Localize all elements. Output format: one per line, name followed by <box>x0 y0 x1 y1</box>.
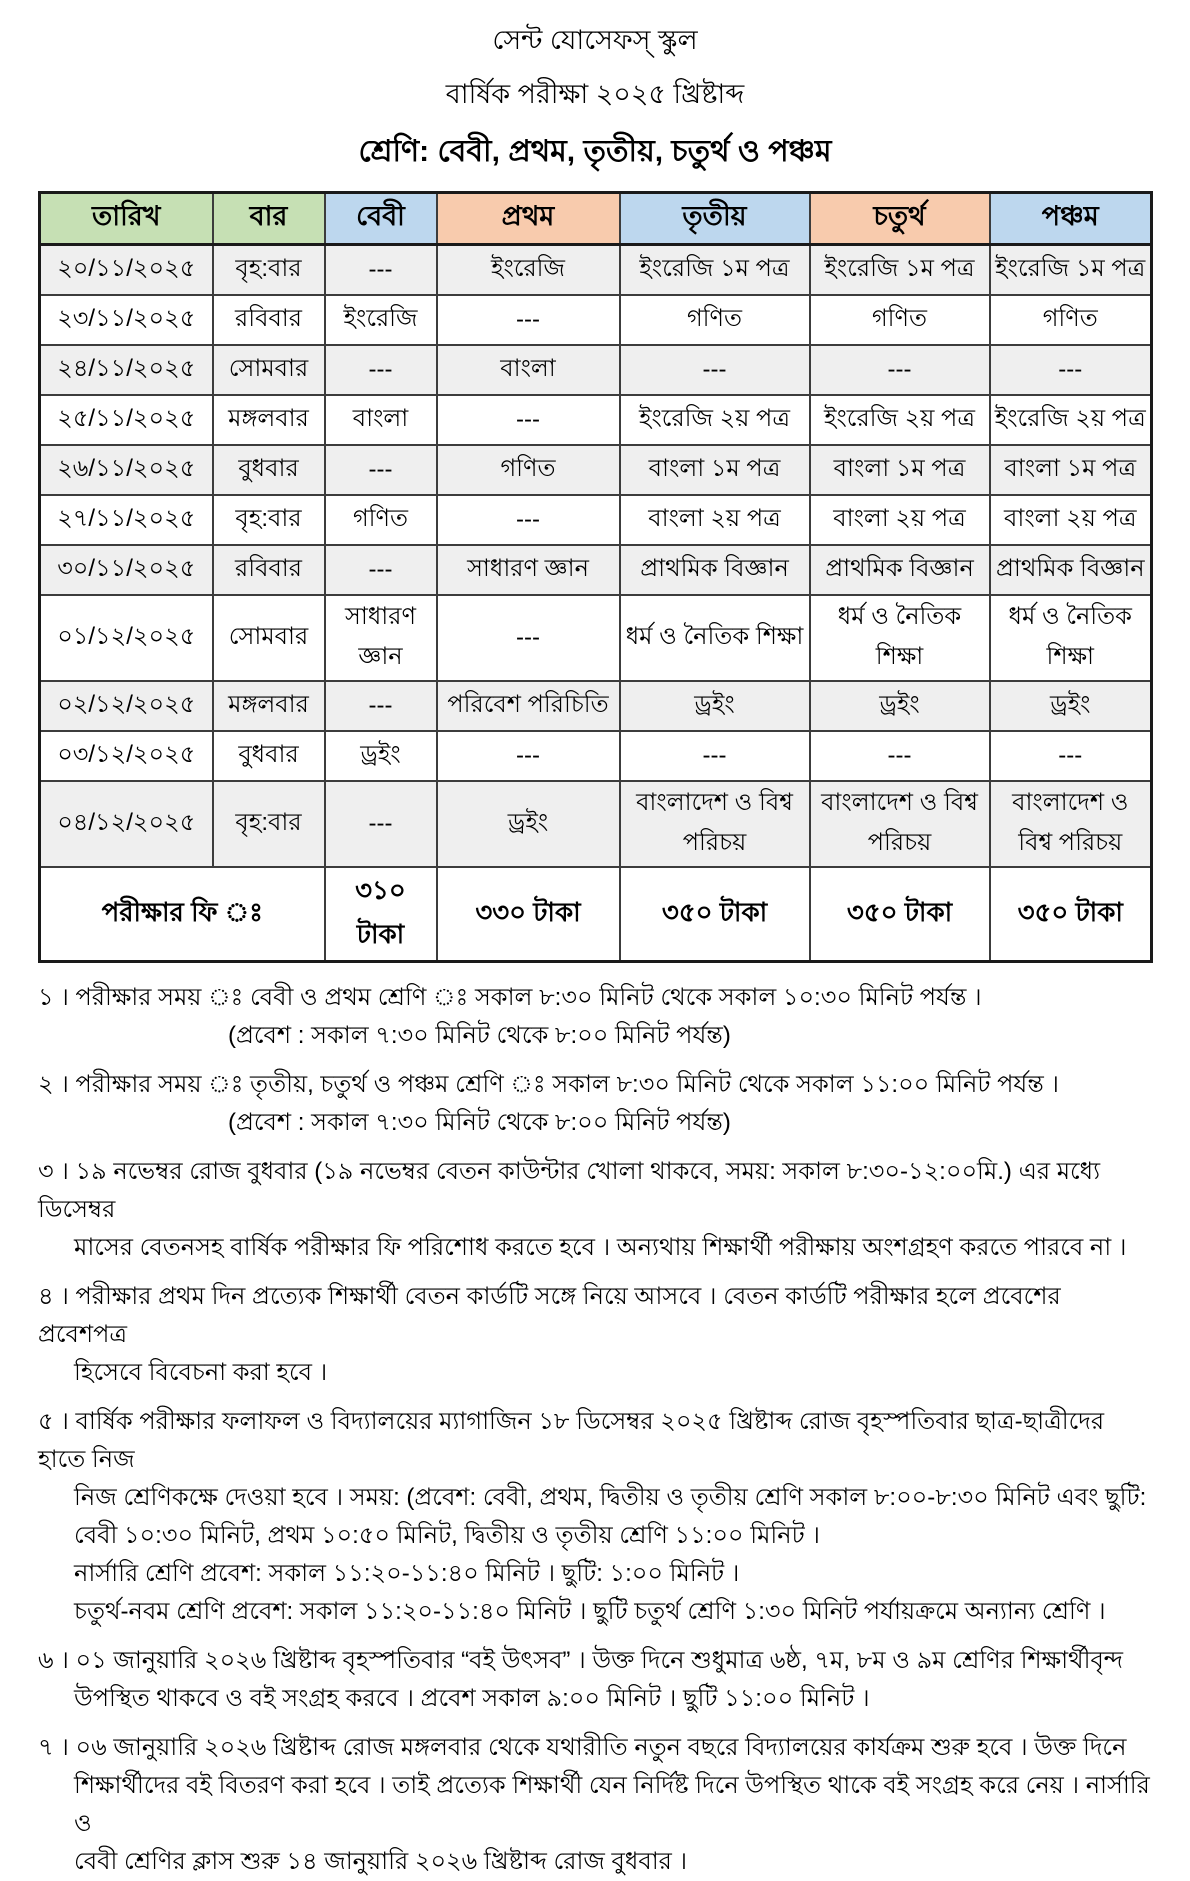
schedule-row <box>40 445 1152 495</box>
subject-cell-first: ইংরেজি <box>437 245 620 295</box>
note-4 <box>38 1278 1152 1392</box>
subject-cell-fourth: বাংলা ২য় পত্র <box>810 495 990 545</box>
exam-title: বার্ষিক পরীক্ষা ২০২৫ খ্রিষ্টাব্দ <box>445 79 745 109</box>
subject-cell-third: বাংলা ১ম পত্র <box>620 445 810 495</box>
schedule-row <box>40 395 1152 445</box>
date-cell: ২৪/১১/২০২৫ <box>40 345 213 395</box>
day-cell: রবিবার <box>213 545 325 595</box>
note-line: ৭ । ০৬ জানুয়ারি ২০২৬ খ্রিষ্টাব্দ রোজ মঙ্গলবার থেকে যথারীতি নতুন বছরে বিদ্যালয়ের কার্যক্রম শুরু হবে । উক্ত দিনে <box>38 1733 1127 1761</box>
column-header-baby: বেবী <box>325 193 437 245</box>
note-line: বেবী ১০:৩০ মিনিট, প্রথম ১০:৫০ মিনিট, দ্বিতীয় ও তৃতীয় শ্রেণি ১১:০০ মিনিট । <box>74 1521 820 1549</box>
date-cell: ২৫/১১/২০২৫ <box>40 395 213 445</box>
subject-cell-baby: ইংরেজি <box>325 295 437 345</box>
subject-cell-fourth: গণিত <box>810 295 990 345</box>
note-7 <box>38 1729 1152 1881</box>
subject-cell-fourth: বাংলাদেশ ও বিশ্ব পরিচয় <box>810 781 990 867</box>
note-line: (প্রবেশ : সকাল ৭:৩০ মিনিট থেকে ৮:০০ মিনিট পর্যন্ত) <box>228 1021 731 1049</box>
subject-cell-third: ধর্ম ও নৈতিক শিক্ষা <box>620 595 810 681</box>
schedule-row <box>40 345 1152 395</box>
subject-cell-fifth: প্রাথমিক বিজ্ঞান <box>990 545 1152 595</box>
subject-cell-fourth: ধর্ম ও নৈতিক শিক্ষা <box>810 595 990 681</box>
note-6 <box>38 1642 1152 1718</box>
fee-value-fourth: ৩৫০ টাকা <box>810 867 990 962</box>
day-cell: সোমবার <box>213 345 325 395</box>
schedule-row <box>40 245 1152 295</box>
subject-cell-first: গণিত <box>437 445 620 495</box>
subject-cell-fourth: ইংরেজি ১ম পত্র <box>810 245 990 295</box>
subject-cell-first: --- <box>437 731 620 781</box>
subject-cell-third: --- <box>620 731 810 781</box>
subject-cell-baby: --- <box>325 245 437 295</box>
day-cell: বৃহ:বার <box>213 495 325 545</box>
subject-cell-fifth: বাংলাদেশ ও বিশ্ব পরিচয় <box>990 781 1152 867</box>
day-cell: বুধবার <box>213 731 325 781</box>
note-3 <box>38 1153 1152 1267</box>
note-line: মাসের বেতনসহ বার্ষিক পরীক্ষার ফি পরিশোধ করতে হবে । অন্যথায় শিক্ষার্থী পরীক্ষায় অংশগ্রহণ করতে পারবে না । <box>74 1233 1127 1261</box>
subject-cell-first: --- <box>437 595 620 681</box>
note-1 <box>38 979 1152 1055</box>
subject-cell-fifth: গণিত <box>990 295 1152 345</box>
column-header-fourth: চতুর্থ <box>810 193 990 245</box>
date-cell: ০৪/১২/২০২৫ <box>40 781 213 867</box>
subject-cell-baby: --- <box>325 345 437 395</box>
subject-cell-third: --- <box>620 345 810 395</box>
note-line: নিজ শ্রেণিকক্ষে দেওয়া হবে । সময়: (প্রবেশ: বেবী, প্রথম, দ্বিতীয় ও তৃতীয় শ্রেণি সকাল ৮:০০-৮:৩০ মিনিট এবং ছুটি: <box>74 1483 1147 1511</box>
day-cell: বৃহ:বার <box>213 245 325 295</box>
note-line: ৬ । ০১ জানুয়ারি ২০২৬ খ্রিষ্টাব্দ বৃহস্পতিবার “বই উৎসব” । উক্ত দিনে শুধুমাত্র ৬ষ্ঠ, ৭ম, ৮ম ও ৯ম শ্রেণির শিক্ষার্থীবৃন্দ <box>38 1646 1124 1674</box>
subject-cell-third: ড্রইং <box>620 681 810 731</box>
subject-cell-fifth: --- <box>990 345 1152 395</box>
schedule-row <box>40 731 1152 781</box>
note-line: ৫ । বার্ষিক পরীক্ষার ফলাফল ও বিদ্যালয়ের ম্যাগাজিন ১৮ ডিসেম্বর ২০২৫ খ্রিষ্টাব্দ রোজ বৃহস্পতিবার ছাত্র-ছাত্রীদের হাতে নিজ <box>38 1407 1105 1473</box>
subject-cell-fourth: ইংরেজি ২য় পত্র <box>810 395 990 445</box>
subject-cell-third: গণিত <box>620 295 810 345</box>
fee-value-third: ৩৫০ টাকা <box>620 867 810 962</box>
date-cell: ২৭/১১/২০২৫ <box>40 495 213 545</box>
note-line: ৪ । পরীক্ষার প্রথম দিন প্রত্যেক শিক্ষার্থী বেতন কার্ডটি সঙ্গে নিয়ে আসবে । বেতন কার্ডটি পরীক্ষার হলে প্রবেশের প্রবেশপত্র <box>38 1282 1061 1348</box>
fee-label: পরীক্ষার ফি ঃ <box>40 867 325 962</box>
subject-cell-fifth: ইংরেজি ১ম পত্র <box>990 245 1152 295</box>
column-header-fifth: পঞ্চম <box>990 193 1152 245</box>
fee-value-fifth: ৩৫০ টাকা <box>990 867 1152 962</box>
subject-cell-first: পরিবেশ পরিচিতি <box>437 681 620 731</box>
subject-cell-baby: গণিত <box>325 495 437 545</box>
subject-cell-fifth: ড্রইং <box>990 681 1152 731</box>
column-header-third: তৃতীয় <box>620 193 810 245</box>
subject-cell-third: প্রাথমিক বিজ্ঞান <box>620 545 810 595</box>
fee-row <box>40 867 1152 962</box>
date-cell: ৩০/১১/২০২৫ <box>40 545 213 595</box>
subject-cell-baby: সাধারণ জ্ঞান <box>325 595 437 681</box>
subject-cell-baby: --- <box>325 545 437 595</box>
subject-cell-baby: ড্রইং <box>325 731 437 781</box>
subject-cell-first: --- <box>437 495 620 545</box>
table-header-row <box>40 193 1152 245</box>
date-cell: ২৬/১১/২০২৫ <box>40 445 213 495</box>
subject-cell-third: বাংলা ২য় পত্র <box>620 495 810 545</box>
school-name: সেন্ট যোসেফস্ স্কুল <box>492 25 698 55</box>
exam-schedule-table <box>38 191 1153 963</box>
fee-value-first: ৩৩০ টাকা <box>437 867 620 962</box>
subject-cell-fourth: প্রাথমিক বিজ্ঞান <box>810 545 990 595</box>
column-header-day: বার <box>213 193 325 245</box>
note-line: বেবী শ্রেণির ক্লাস শুরু ১৪ জানুয়ারি ২০২৬ খ্রিষ্টাব্দ রোজ বুধবার । <box>74 1847 688 1875</box>
day-cell: রবিবার <box>213 295 325 345</box>
subject-cell-third: ইংরেজি ২য় পত্র <box>620 395 810 445</box>
note-line: শিক্ষার্থীদের বই বিতরণ করা হবে । তাই প্রত্যেক শিক্ষার্থী যেন নির্দিষ্ট দিনে উপস্থিত থাকে বই সংগ্রহ করে নেয় । নার্সারি ও <box>74 1771 1150 1837</box>
subject-cell-fifth: --- <box>990 731 1152 781</box>
date-cell: ০১/১২/২০২৫ <box>40 595 213 681</box>
day-cell: বুধবার <box>213 445 325 495</box>
schedule-row <box>40 295 1152 345</box>
note-line: ২ । পরীক্ষার সময় ঃ তৃতীয়, চতুর্থ ও পঞ্চম শ্রেণি ঃ সকাল ৮:৩০ মিনিট থেকে সকাল ১১:০০ মিনিট পর্যন্ত । <box>38 1070 1059 1098</box>
subject-cell-first: বাংলা <box>437 345 620 395</box>
day-cell: বৃহ:বার <box>213 781 325 867</box>
subject-cell-baby: বাংলা <box>325 395 437 445</box>
subject-cell-fourth: ড্রইং <box>810 681 990 731</box>
subject-cell-fifth: ধর্ম ও নৈতিক শিক্ষা <box>990 595 1152 681</box>
notes-section <box>38 979 1152 1881</box>
date-cell: ২০/১১/২০২৫ <box>40 245 213 295</box>
note-line: চতুর্থ-নবম শ্রেণি প্রবেশ: সকাল ১১:২০-১১:৪০ মিনিট । ছুটি চতুর্থ শ্রেণি ১:৩০ মিনিট পর্যায়ক্রমে অন্যান্য শ্রেণি । <box>74 1597 1106 1625</box>
note-line: ১ । পরীক্ষার সময় ঃ বেবী ও প্রথম শ্রেণি ঃ সকাল ৮:৩০ মিনিট থেকে সকাল ১০:৩০ মিনিট পর্যন্ত । <box>38 983 982 1011</box>
column-header-first: প্রথম <box>437 193 620 245</box>
schedule-row <box>40 681 1152 731</box>
subject-cell-third: বাংলাদেশ ও বিশ্ব পরিচয় <box>620 781 810 867</box>
subject-cell-third: ইংরেজি ১ম পত্র <box>620 245 810 295</box>
note-line: ৩ । ১৯ নভেম্বর রোজ বুধবার (১৯ নভেম্বর বেতন কাউন্টার খোলা থাকবে, সময়: সকাল ৮:৩০-১২:০০মি.) এর মধ্যে ডিসেম্বর <box>38 1157 1101 1223</box>
day-cell: মঙ্গলবার <box>213 395 325 445</box>
subject-cell-fourth: বাংলা ১ম পত্র <box>810 445 990 495</box>
subject-cell-first: ড্রইং <box>437 781 620 867</box>
document-title-block <box>38 20 1152 178</box>
subject-cell-fourth: --- <box>810 345 990 395</box>
note-line: হিসেবে বিবেচনা করা হবে । <box>74 1358 328 1386</box>
subject-cell-first: --- <box>437 395 620 445</box>
date-cell: ২৩/১১/২০২৫ <box>40 295 213 345</box>
date-cell: ০২/১২/২০২৫ <box>40 681 213 731</box>
note-line: নার্সারি শ্রেণি প্রবেশ: সকাল ১১:২০-১১:৪০ মিনিট । ছুটি: ১:০০ মিনিট । <box>74 1559 740 1587</box>
classes-line: শ্রেণি: বেবী, প্রথম, তৃতীয়, চতুর্থ ও পঞ্চম <box>358 135 832 168</box>
subject-cell-fourth: --- <box>810 731 990 781</box>
subject-cell-fifth: বাংলা ১ম পত্র <box>990 445 1152 495</box>
column-header-date: তারিখ <box>40 193 213 245</box>
subject-cell-baby: --- <box>325 681 437 731</box>
subject-cell-first: সাধারণ জ্ঞান <box>437 545 620 595</box>
note-line: (প্রবেশ : সকাল ৭:৩০ মিনিট থেকে ৮:০০ মিনিট পর্যন্ত) <box>228 1108 731 1136</box>
schedule-row <box>40 545 1152 595</box>
subject-cell-baby: --- <box>325 445 437 495</box>
note-5 <box>38 1403 1152 1631</box>
schedule-row <box>40 595 1152 681</box>
fee-value-baby: ৩১০ টাকা <box>325 867 437 962</box>
schedule-row <box>40 495 1152 545</box>
day-cell: সোমবার <box>213 595 325 681</box>
subject-cell-fifth: ইংরেজি ২য় পত্র <box>990 395 1152 445</box>
date-cell: ০৩/১২/২০২৫ <box>40 731 213 781</box>
subject-cell-fifth: বাংলা ২য় পত্র <box>990 495 1152 545</box>
note-line: উপস্থিত থাকবে ও বই সংগ্রহ করবে । প্রবেশ সকাল ৯:০০ মিনিট । ছুটি ১১:০০ মিনিট । <box>74 1684 870 1712</box>
note-2 <box>38 1066 1152 1142</box>
schedule-row <box>40 781 1152 867</box>
subject-cell-baby: --- <box>325 781 437 867</box>
day-cell: মঙ্গলবার <box>213 681 325 731</box>
subject-cell-first: --- <box>437 295 620 345</box>
